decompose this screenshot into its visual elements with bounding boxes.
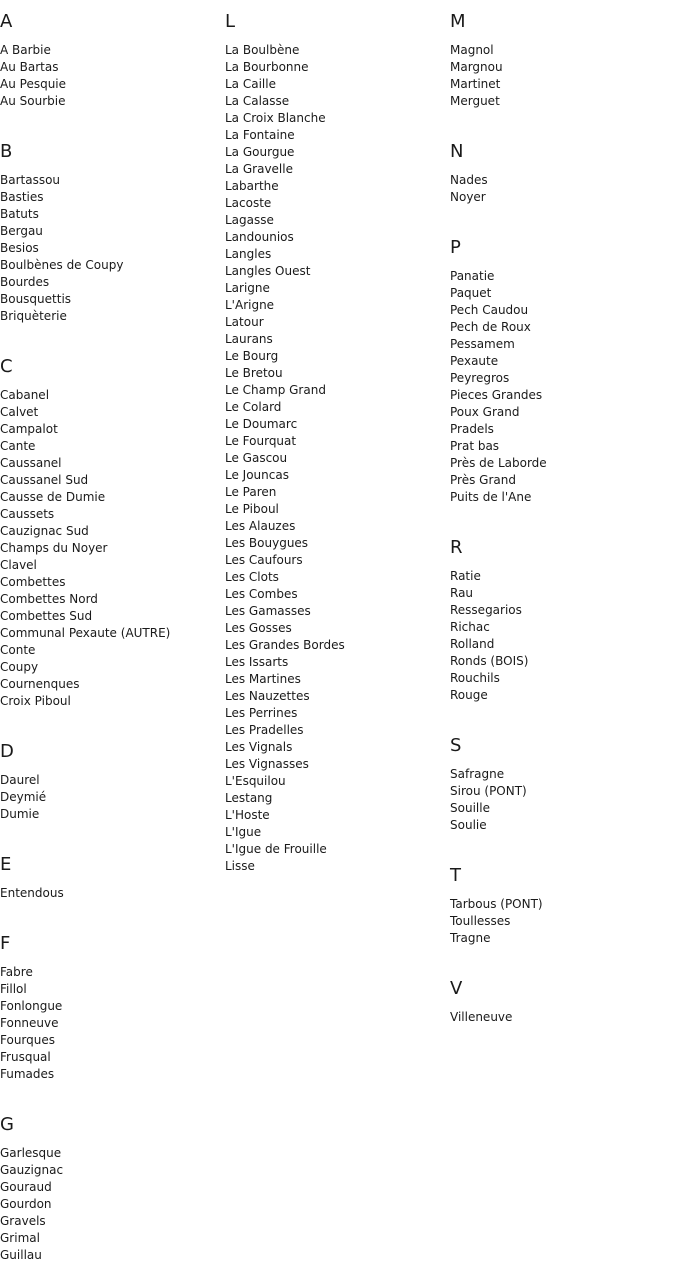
place-link[interactable]: Le Gascou [225, 451, 288, 465]
letter-group [450, 206, 675, 506]
place-link[interactable]: Fonlongue [0, 999, 63, 1013]
place-link[interactable]: Fabre [0, 965, 33, 979]
place-link[interactable]: Au Pesquie [0, 77, 67, 91]
place-link[interactable]: Le Colard [225, 400, 282, 414]
place-link[interactable]: Combettes [0, 575, 66, 589]
place-link[interactable]: Labarthe [225, 179, 279, 193]
group-spacer [0, 902, 225, 922]
place-link[interactable]: Briquèterie [0, 309, 67, 323]
place-link[interactable]: Pieces Grandes [450, 388, 543, 402]
place-link[interactable]: Les Nauzettes [225, 689, 310, 703]
place-link[interactable]: Noyer [450, 190, 486, 204]
place-link[interactable]: Pessamem [450, 337, 515, 351]
place-link[interactable]: L'Igue de Frouille [225, 842, 327, 856]
place-link[interactable]: Tragne [450, 931, 491, 945]
place-link[interactable]: Champs du Noyer [0, 541, 108, 555]
place-link[interactable]: Pexaute [450, 354, 499, 368]
letter-group [0, 823, 225, 902]
place-link[interactable]: Le Doumarc [225, 417, 298, 431]
group-spacer [0, 1083, 225, 1103]
place-link[interactable]: Gouraud [0, 1180, 52, 1194]
place-link[interactable]: Clavel [0, 558, 37, 572]
place-link[interactable]: Magnol [450, 43, 494, 57]
place-link[interactable]: Conte [0, 643, 36, 657]
group-spacer [450, 834, 675, 854]
place-link[interactable]: Le Paren [225, 485, 277, 499]
place-link[interactable]: Panatie [450, 269, 495, 283]
place-link[interactable]: Laurans [225, 332, 273, 346]
place-link[interactable]: L'Arigne [225, 298, 275, 312]
place-link[interactable]: Prat bas [450, 439, 500, 453]
group-spacer [450, 704, 675, 724]
place-link[interactable]: Grimal [0, 1231, 40, 1245]
letter-group [450, 11, 675, 110]
place-link[interactable]: Martinet [450, 77, 501, 91]
place-link[interactable]: Soulie [450, 818, 487, 832]
letter-heading: L [225, 11, 236, 32]
letter-group [450, 947, 675, 1026]
place-link[interactable]: Fourques [0, 1033, 56, 1047]
place-link[interactable]: Fillol [0, 982, 27, 996]
place-link[interactable]: Lisse [225, 859, 255, 873]
place-link[interactable]: Villeneuve [450, 1010, 513, 1024]
letter-heading: N [450, 141, 464, 162]
place-link[interactable]: Les Bouygues [225, 536, 309, 550]
place-link[interactable]: Les Perrines [225, 706, 298, 720]
place-link[interactable]: Ronds (BOIS) [450, 654, 529, 668]
place-link[interactable]: Cauzignac Sud [0, 524, 89, 538]
place-link[interactable]: Les Vignals [225, 740, 293, 754]
place-link[interactable]: Nades [450, 173, 488, 187]
letter-heading: E [0, 854, 12, 875]
place-link[interactable]: Peyregros [450, 371, 510, 385]
place-link[interactable]: Le Champ Grand [225, 383, 326, 397]
place-link[interactable]: Fumades [0, 1067, 55, 1081]
place-link[interactable]: Safragne [450, 767, 505, 781]
group-spacer [450, 110, 675, 130]
place-link[interactable]: Tarbous (PONT) [450, 897, 543, 911]
place-link[interactable]: Merguet [450, 94, 500, 108]
place-link[interactable]: La Gravelle [225, 162, 293, 176]
place-link[interactable]: Au Sourbie [0, 94, 66, 108]
group-spacer [0, 110, 225, 130]
place-link[interactable]: Les Grandes Bordes [225, 638, 345, 652]
place-link[interactable]: Rau [450, 586, 474, 600]
place-link[interactable]: Près Grand [450, 473, 516, 487]
place-link[interactable]: Poux Grand [450, 405, 520, 419]
group-spacer [0, 823, 225, 843]
place-link[interactable]: Pech Caudou [450, 303, 529, 317]
place-link[interactable]: Les Vignasses [225, 757, 309, 771]
place-link[interactable]: Le Bourg [225, 349, 279, 363]
place-link[interactable]: Daurel [0, 773, 40, 787]
place-link[interactable]: Les Pradelles [225, 723, 304, 737]
place-link[interactable]: Les Gosses [225, 621, 292, 635]
place-link[interactable]: Coupy [0, 660, 39, 674]
place-link[interactable]: Garlesque [0, 1146, 62, 1160]
place-link[interactable]: Caussanel Sud [0, 473, 89, 487]
place-link[interactable]: Bousquettis [0, 292, 72, 306]
place-link[interactable]: Croix Piboul [0, 694, 71, 708]
place-link[interactable]: Le Bretou [225, 366, 283, 380]
place-link[interactable]: Langles Ouest [225, 264, 311, 278]
place-link[interactable]: Cabanel [0, 388, 50, 402]
place-link[interactable]: La Croix Blanche [225, 111, 326, 125]
place-link[interactable]: Sirou (PONT) [450, 784, 527, 798]
letter-group [0, 11, 225, 110]
place-link[interactable]: La Bourbonne [225, 60, 309, 74]
place-link[interactable]: Boulbènes de Coupy [0, 258, 124, 272]
place-link[interactable]: La Calasse [225, 94, 290, 108]
place-link[interactable]: Cournenques [0, 677, 80, 691]
place-link[interactable]: Pradels [450, 422, 494, 436]
letter-group [0, 902, 225, 1083]
place-link[interactable]: Entendous [0, 886, 64, 900]
letter-group [0, 325, 225, 710]
place-link[interactable]: Les Combes [225, 587, 298, 601]
place-link[interactable]: Lagasse [225, 213, 274, 227]
letter-heading: T [450, 865, 461, 886]
place-link[interactable]: Deymié [0, 790, 47, 804]
letter-heading: C [0, 356, 13, 377]
place-link[interactable]: La Gourgue [225, 145, 295, 159]
place-link[interactable]: Campalot [0, 422, 58, 436]
place-link[interactable]: Lestang [225, 791, 273, 805]
letter-heading: A [0, 11, 13, 32]
place-link[interactable]: Toullesses [450, 914, 511, 928]
place-link[interactable]: Bourdes [0, 275, 50, 289]
group-spacer [450, 206, 675, 226]
place-link[interactable]: Au Bartas [0, 60, 59, 74]
place-link[interactable]: Pech de Roux [450, 320, 531, 334]
place-link[interactable]: Rouge [450, 688, 488, 702]
place-link[interactable]: Communal Pexaute (AUTRE) [0, 626, 171, 640]
place-link[interactable]: La Caille [225, 77, 276, 91]
place-link[interactable]: Près de Laborde [450, 456, 547, 470]
place-link[interactable]: Latour [225, 315, 264, 329]
place-link[interactable]: Bartassou [0, 173, 61, 187]
place-link[interactable]: Combettes Sud [0, 609, 93, 623]
place-link[interactable]: Les Issarts [225, 655, 289, 669]
place-link[interactable]: Cante [0, 439, 36, 453]
letter-group [450, 704, 675, 834]
place-link[interactable]: Gauzignac [0, 1163, 64, 1177]
place-link[interactable]: Guillau [0, 1248, 42, 1262]
place-link[interactable]: Landounios [225, 230, 294, 244]
place-link[interactable]: Caussets [0, 507, 55, 521]
place-link[interactable]: Calvet [0, 405, 39, 419]
place-link[interactable]: Ratie [450, 569, 481, 583]
place-link[interactable]: Rouchils [450, 671, 500, 685]
place-link[interactable]: Le Fourquat [225, 434, 297, 448]
letter-heading: M [450, 11, 466, 32]
letter-group [450, 506, 675, 704]
group-spacer [450, 947, 675, 967]
place-link[interactable]: Batuts [0, 207, 39, 221]
place-link[interactable]: Margnou [450, 60, 503, 74]
place-link[interactable]: Ressegarios [450, 603, 522, 617]
place-link[interactable]: Frusqual [0, 1050, 51, 1064]
letter-group [450, 834, 675, 947]
place-link[interactable]: Richac [450, 620, 490, 634]
letter-group [0, 1083, 225, 1264]
letter-heading: V [450, 978, 463, 999]
place-link[interactable]: Les Martines [225, 672, 301, 686]
place-link[interactable]: Paquet [450, 286, 492, 300]
group-spacer [450, 506, 675, 526]
index-column-1 [0, 0, 225, 1264]
group-spacer [0, 710, 225, 730]
place-link[interactable]: Le Piboul [225, 502, 279, 516]
place-link[interactable]: Causse de Dumie [0, 490, 106, 504]
place-link[interactable]: La Fontaine [225, 128, 295, 142]
letter-heading: F [0, 933, 11, 954]
place-link[interactable]: Le Jouncas [225, 468, 289, 482]
index-column-2 [225, 0, 450, 875]
place-link[interactable]: L'Igue [225, 825, 262, 839]
place-link[interactable]: Lacoste [225, 196, 272, 210]
letter-heading: G [0, 1114, 14, 1135]
place-link[interactable]: Souille [450, 801, 490, 815]
place-link[interactable]: Les Caufours [225, 553, 303, 567]
place-link[interactable]: Gourdon [0, 1197, 52, 1211]
place-link[interactable]: Dumie [0, 807, 40, 821]
index-column-3 [450, 0, 675, 1026]
place-link[interactable]: La Boulbène [225, 43, 300, 57]
place-link[interactable]: Les Alauzes [225, 519, 296, 533]
group-spacer [0, 325, 225, 345]
place-link[interactable]: A Barbie [0, 43, 51, 57]
letter-heading: D [0, 741, 14, 762]
letter-heading: B [0, 141, 13, 162]
place-link[interactable]: Combettes Nord [0, 592, 98, 606]
place-link[interactable]: Les Clots [225, 570, 279, 584]
place-link[interactable]: Puits de l'Ane [450, 490, 532, 504]
place-link[interactable]: L'Esquilou [225, 774, 286, 788]
place-link[interactable]: Larigne [225, 281, 270, 295]
place-link[interactable]: Gravels [0, 1214, 46, 1228]
letter-group [0, 110, 225, 325]
letter-heading: S [450, 735, 462, 756]
place-link[interactable]: Langles [225, 247, 272, 261]
letter-heading: R [450, 537, 463, 558]
place-link[interactable]: Rolland [450, 637, 495, 651]
place-link[interactable]: Fonneuve [0, 1016, 59, 1030]
place-link[interactable]: Besios [0, 241, 39, 255]
place-link[interactable]: Bergau [0, 224, 43, 238]
place-link[interactable]: Basties [0, 190, 44, 204]
place-link[interactable]: L'Hoste [225, 808, 270, 822]
letter-group [0, 710, 225, 823]
letter-heading: P [450, 237, 461, 258]
place-link[interactable]: Les Gamasses [225, 604, 311, 618]
letter-group [225, 11, 450, 875]
place-link[interactable]: Caussanel [0, 456, 62, 470]
letter-group [450, 110, 675, 206]
